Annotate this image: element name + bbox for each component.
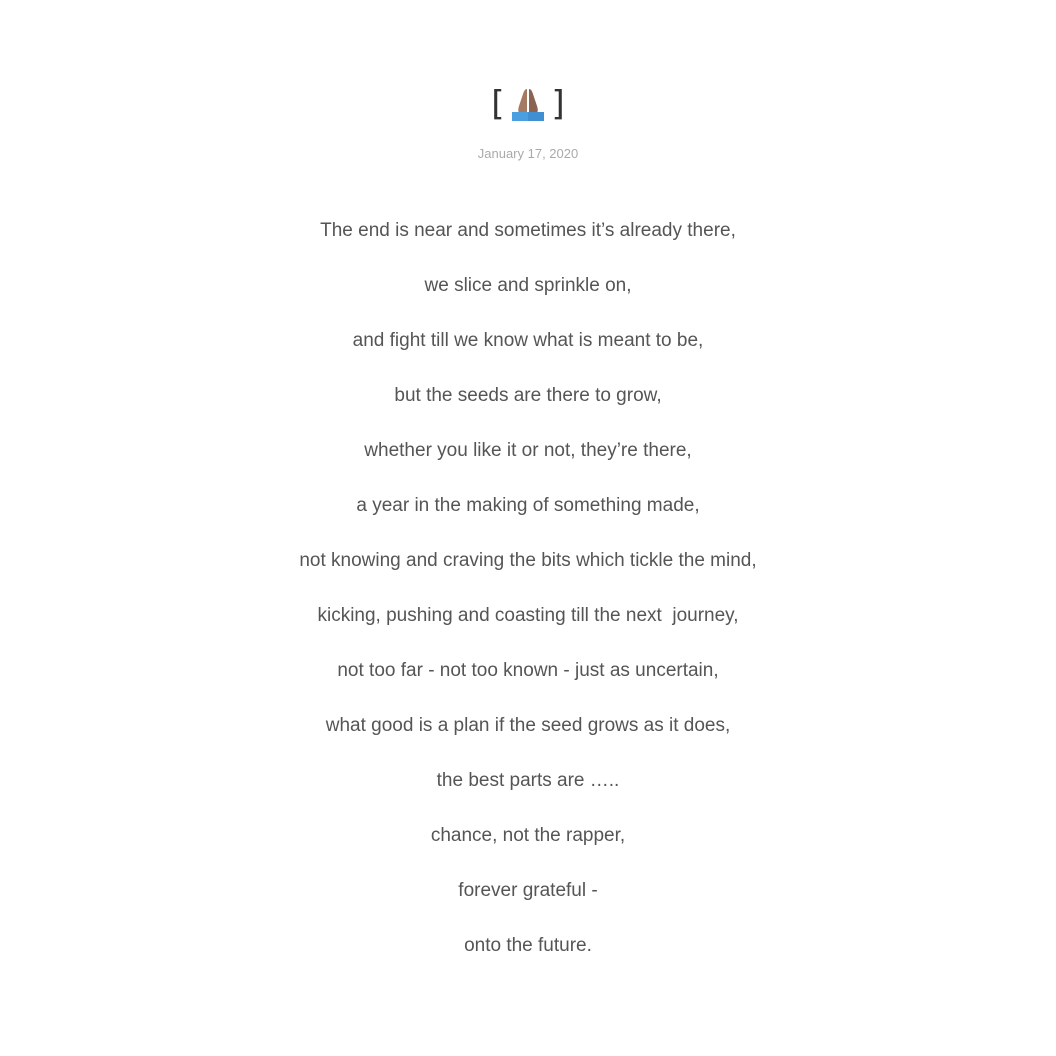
left-sleeve (512, 112, 528, 121)
right-hand (529, 89, 538, 113)
poem-line: whether you like it or not, they’re there, (364, 440, 692, 461)
folded-hands-icon (509, 86, 547, 122)
right-sleeve (528, 112, 544, 121)
poem-line: we slice and sprinkle on, (424, 275, 632, 296)
post-title (0, 84, 1056, 124)
poem-line: chance, not the rapper, (430, 825, 626, 846)
poem-line: a year in the making of something made, (356, 495, 700, 516)
poem-line: not too far - not too known - just as uncertain, (337, 660, 719, 681)
post-date: January 17, 2020 (477, 146, 579, 161)
poem-line: the best parts are ….. (436, 770, 620, 791)
poem-line: but the seeds are there to grow, (394, 385, 662, 406)
poem-body (0, 218, 1056, 988)
title-close-bracket: ] (549, 84, 570, 124)
poem-line: forever grateful - (458, 880, 598, 901)
poem-line: kicking, pushing and coasting till the next journey, (317, 605, 739, 626)
left-hand (518, 89, 527, 113)
poem-line: The end is near and sometimes it’s already there, (320, 220, 736, 241)
poem-line: and fight till we know what is meant to be, (352, 330, 704, 351)
poem-line: not knowing and craving the bits which tickle the mind, (299, 550, 757, 571)
title-open-bracket: [ (486, 84, 507, 124)
poem-line: what good is a plan if the seed grows as it does, (325, 715, 731, 736)
poem-line: onto the future. (464, 935, 592, 956)
